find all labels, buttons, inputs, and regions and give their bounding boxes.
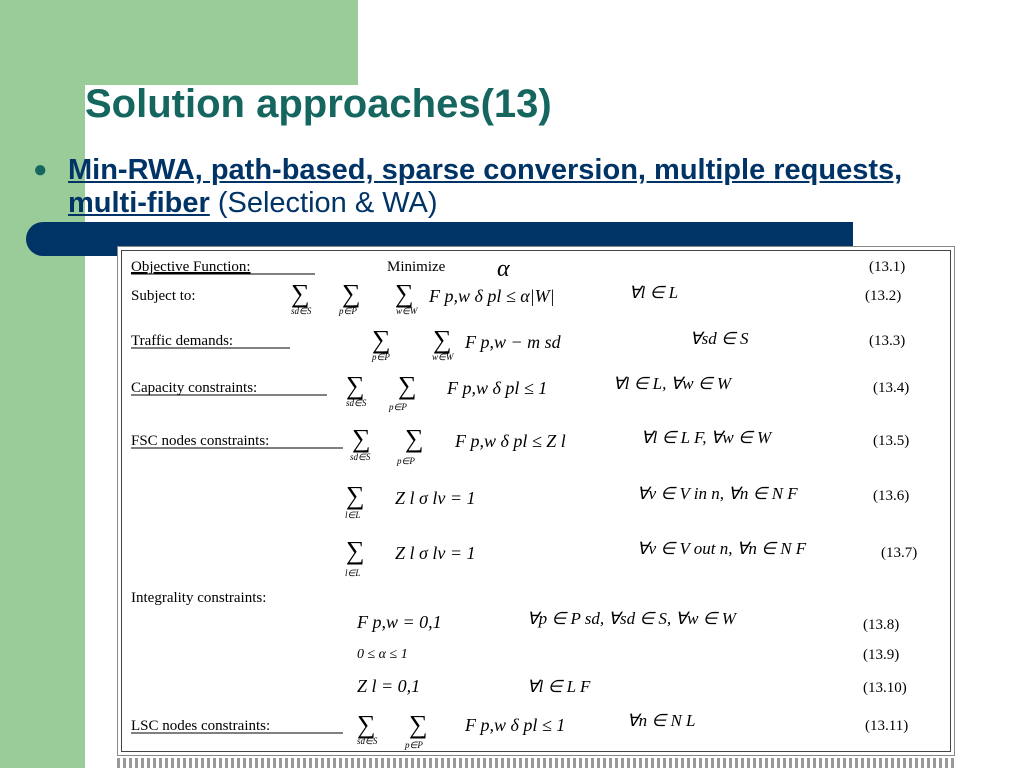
svg-text:F p,w δ pl ≤ 1: F p,w δ pl ≤ 1: [465, 715, 566, 735]
svg-text:sd∈S: sd∈S: [357, 736, 378, 746]
label-traffic: Traffic demands:: [131, 333, 234, 349]
svg-text:(13.6): (13.6): [873, 488, 910, 504]
label-integrality: Integrality constraints:: [131, 590, 267, 606]
bullet-plain-text: (Selection & WA): [209, 187, 438, 219]
label-capacity: Capacity constraints:: [131, 380, 258, 396]
bullet-text: [68, 154, 928, 220]
label-lsc: LSC nodes constraints:: [131, 718, 271, 734]
svg-text:(13.11): (13.11): [865, 718, 909, 734]
svg-text:l∈L: l∈L: [345, 510, 361, 520]
svg-text:sd∈S: sd∈S: [346, 398, 367, 408]
label-subject: Subject to:: [131, 288, 196, 304]
svg-text:p∈P: p∈P: [397, 456, 415, 466]
svg-text:∑: ∑: [352, 424, 371, 453]
svg-text:Z l σ lv = 1: Z l σ lv = 1: [395, 488, 476, 508]
svg-text:p∈P: p∈P: [339, 306, 357, 316]
svg-text:∀l ∈ L, ∀w ∈ W: ∀l ∈ L, ∀w ∈ W: [613, 374, 732, 393]
svg-text:∑: ∑: [357, 710, 376, 739]
bullet-dot-icon: ●: [33, 156, 48, 183]
svg-text:∑: ∑: [291, 279, 310, 308]
svg-text:Z l σ lv = 1: Z l σ lv = 1: [395, 543, 476, 563]
decorative-green-panel: [0, 0, 358, 85]
svg-text:∀p ∈ P sd, ∀sd ∈ S, ∀w ∈ W: ∀p ∈ P sd, ∀sd ∈ S, ∀w ∈ W: [527, 609, 736, 628]
svg-text:p∈P: p∈P: [405, 740, 423, 750]
svg-text:(13.8): (13.8): [863, 617, 900, 633]
svg-text:∑: ∑: [346, 481, 365, 510]
constraint-domains: [527, 283, 807, 730]
svg-text:F p,w δ pl ≤ Z l: F p,w δ pl ≤ Z l: [455, 431, 566, 451]
svg-text:(13.1): (13.1): [869, 259, 906, 275]
svg-text:∑: ∑: [342, 279, 361, 308]
svg-text:∀v ∈ V out n, ∀n ∈ N F: ∀v ∈ V out n, ∀n ∈ N F: [637, 539, 807, 558]
svg-text:(13.2): (13.2): [865, 288, 902, 304]
svg-text:(13.10): (13.10): [863, 680, 907, 696]
sum-symbols: [291, 279, 452, 739]
svg-text:w∈W: w∈W: [396, 306, 418, 316]
svg-text:∑: ∑: [346, 536, 365, 565]
svg-text:(13.5): (13.5): [873, 433, 910, 449]
svg-text:∑: ∑: [395, 279, 414, 308]
svg-text:∀sd ∈ S: ∀sd ∈ S: [690, 329, 749, 348]
formulation-equations: [117, 246, 957, 758]
svg-text:F p,w δ pl ≤ α|W|: F p,w δ pl ≤ α|W|: [429, 286, 555, 306]
svg-text:F p,w − m sd: F p,w − m sd: [465, 332, 561, 352]
slide-title: Solution approaches(13): [85, 82, 552, 126]
svg-text:(13.4): (13.4): [873, 380, 910, 396]
svg-text:∑: ∑: [346, 371, 365, 400]
alpha-symbol: α: [497, 256, 510, 282]
svg-text:0 ≤ α ≤ 1: 0 ≤ α ≤ 1: [357, 647, 408, 662]
svg-text:(13.3): (13.3): [869, 333, 906, 349]
svg-text:∀n ∈ N L: ∀n ∈ N L: [627, 711, 696, 730]
image-bottom-edge: [117, 758, 957, 768]
svg-text:F p,w δ pl ≤ 1: F p,w δ pl ≤ 1: [447, 378, 548, 398]
svg-text:∑: ∑: [372, 325, 391, 354]
svg-text:l∈L: l∈L: [345, 568, 361, 578]
svg-text:sd∈S: sd∈S: [350, 452, 371, 462]
svg-text:Z l = 0,1: Z l = 0,1: [357, 676, 421, 696]
label-objective: Objective Function:: [131, 259, 251, 275]
label-fsc: FSC nodes constraints:: [131, 433, 270, 449]
svg-text:∀l ∈ L F, ∀w ∈ W: ∀l ∈ L F, ∀w ∈ W: [641, 428, 772, 447]
equation-numbers: [863, 259, 917, 734]
svg-text:∑: ∑: [409, 710, 428, 739]
svg-text:∀l ∈ L F: ∀l ∈ L F: [527, 677, 591, 696]
minimize-label: Minimize: [387, 259, 446, 275]
svg-text:∑: ∑: [398, 371, 417, 400]
svg-text:sd∈S: sd∈S: [291, 306, 312, 316]
svg-text:∑: ∑: [433, 325, 452, 354]
svg-text:(13.9): (13.9): [863, 647, 900, 663]
svg-text:p∈P: p∈P: [389, 402, 407, 412]
svg-text:(13.7): (13.7): [881, 545, 918, 561]
svg-text:∑: ∑: [405, 424, 424, 453]
svg-text:p∈P: p∈P: [372, 352, 390, 362]
svg-text:∀v ∈ V in n, ∀n ∈ N F: ∀v ∈ V in n, ∀n ∈ N F: [637, 484, 798, 503]
svg-text:F p,w = 0,1: F p,w = 0,1: [357, 612, 442, 632]
svg-text:w∈W: w∈W: [432, 352, 454, 362]
bullet-link[interactable]: Min-RWA, path-based, sparse conversion, multiple requests, multi-fiber: [68, 154, 903, 219]
svg-text:∀l ∈ L: ∀l ∈ L: [629, 283, 679, 302]
